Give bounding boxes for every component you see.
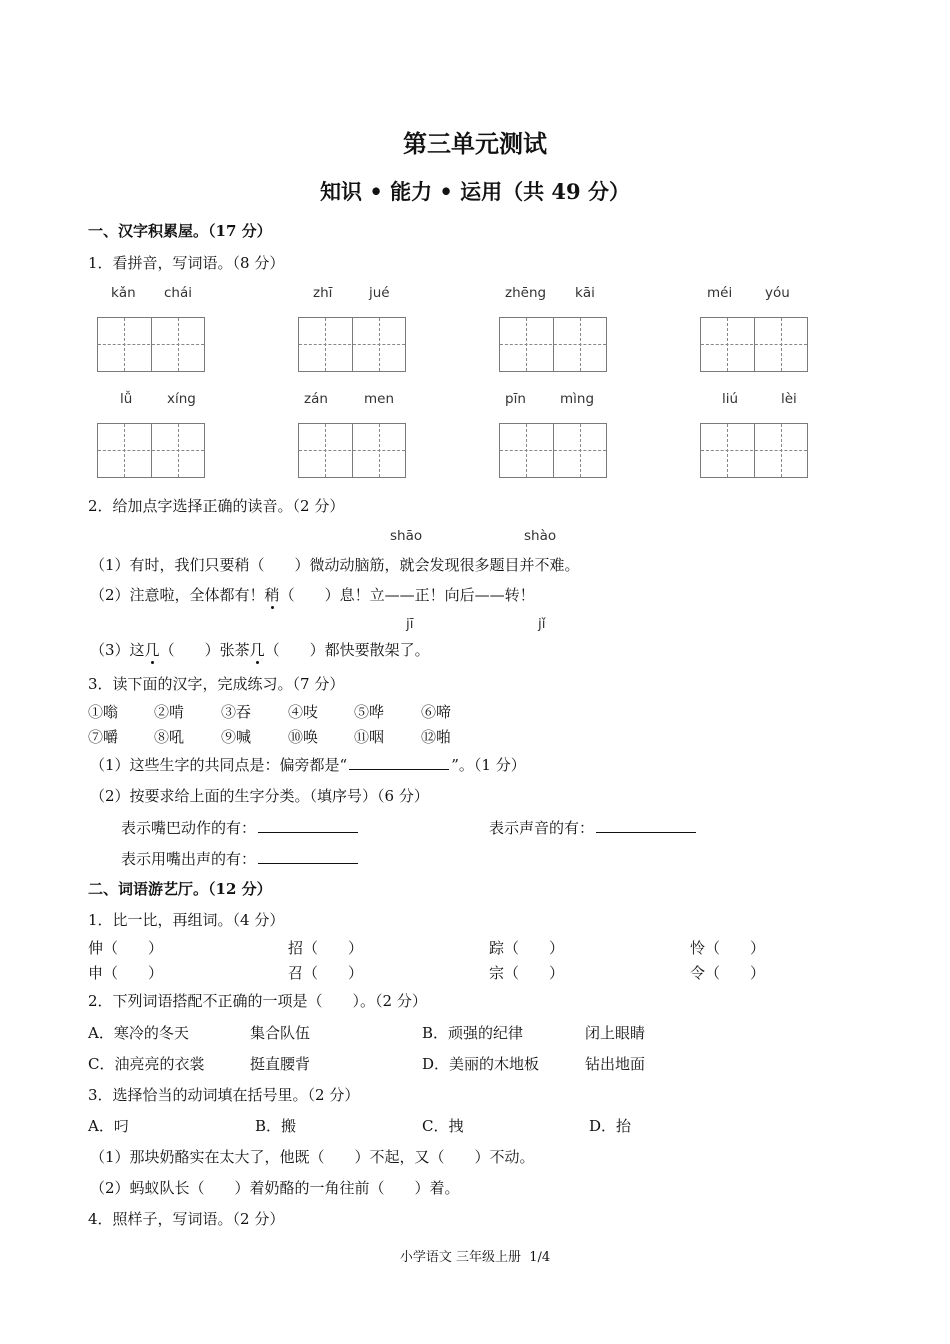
q2-sentence-3 (90, 639, 430, 660)
compare-item: 招（ ） (288, 939, 364, 957)
compare-item: 召（ ） (288, 964, 364, 982)
pinyin: kāi (575, 285, 595, 301)
s2-q3-sentence-2: （2）蚂蚁队长（ ）着奶酪的一角往前（ ）着。 (90, 1179, 460, 1197)
writing-grid[interactable] (499, 317, 607, 372)
pinyin: men (364, 391, 395, 407)
pinyin: liú (722, 391, 739, 407)
compare-item: 申（ ） (88, 964, 164, 982)
char-item: ⑦嚼 (88, 728, 119, 746)
char-item: ⑨喊 (221, 728, 252, 746)
category-label: 表示声音的有： (489, 819, 595, 837)
page-number: 1/4 (529, 1250, 551, 1265)
q2-s2-part-b: （ ）息！立——正！向后——转！ (279, 586, 535, 604)
s2-q4-label: 4．照样子，写词语。（2 分） (88, 1210, 285, 1228)
page-subtitle: 知识 • 能力 • 运用（共 49 分） (320, 179, 630, 204)
verb-option[interactable]: C．拽 (422, 1117, 464, 1135)
option-c-phrase: 挺直腰背 (250, 1055, 311, 1073)
option-c[interactable]: C．油亮亮的衣裳 (88, 1055, 205, 1073)
writing-grid[interactable] (97, 317, 205, 372)
dotted-char: 几 (249, 641, 265, 659)
answer-blank[interactable] (596, 818, 696, 833)
q3-part-1 (90, 754, 526, 775)
pinyin: chái (164, 285, 193, 301)
char-item: ⑪咽 (354, 728, 385, 746)
s2-q3-label: 3．选择恰当的动词填在括号里。（2 分） (88, 1086, 360, 1104)
pinyin-option: shào (524, 528, 557, 544)
answer-blank[interactable] (258, 818, 358, 833)
q2-s3-part-c: （ ）都快要散架了。 (264, 641, 430, 659)
s2-q2-label: 2．下列词语搭配不正确的一项是（ ）。（2 分） (88, 992, 427, 1010)
pinyin: zhī (313, 285, 333, 301)
q2-sentence-2 (90, 584, 535, 605)
writing-grid[interactable] (298, 423, 406, 478)
pinyin: xíng (167, 391, 196, 407)
pinyin: kǎn (111, 285, 136, 301)
pinyin: méi (707, 285, 733, 301)
page-title: 第三单元测试 (403, 129, 547, 158)
q2-label: 2．给加点字选择正确的读音。（2 分） (88, 497, 345, 515)
dotted-char: 稍 (264, 586, 280, 604)
q3-p1-suffix: ”。（1 分） (451, 756, 526, 774)
section-1-heading: 一、汉字积累屋。（17 分） (88, 222, 272, 240)
pinyin: jué (369, 285, 390, 301)
q2-sentence-1: （1）有时，我们只要稍（ ）微动动脑筋，就会发现很多题目并不难。 (90, 556, 580, 574)
q2-s3-part-b: （ ）张茶 (159, 641, 250, 659)
char-item: ⑩唤 (288, 728, 319, 746)
writing-grid[interactable] (97, 423, 205, 478)
char-item: ②啃 (154, 703, 185, 721)
dotted-char: 几 (144, 641, 160, 659)
s2-q3-sentence-1: （1）那块奶酪实在太大了，他既（ ）不起，又（ ）不动。 (90, 1148, 535, 1166)
writing-grid[interactable] (700, 423, 808, 478)
char-item: ⑤哗 (354, 703, 385, 721)
q1-label: 1．看拼音，写词语。（8 分） (88, 254, 285, 272)
pinyin-option: jī (406, 616, 414, 632)
verb-option[interactable]: B．搬 (255, 1117, 297, 1135)
category-mouth-action (121, 817, 360, 838)
option-d[interactable]: D．美丽的木地板 (422, 1055, 540, 1073)
category-label: 表示嘴巴动作的有： (121, 819, 257, 837)
compare-item: 宗（ ） (489, 964, 565, 982)
writing-grid[interactable] (298, 317, 406, 372)
q2-s3-part-a: （3）这 (90, 641, 145, 659)
compare-item: 踪（ ） (489, 939, 565, 957)
section-2-heading: 二、词语游艺厅。（12 分） (88, 880, 272, 898)
q2-s2-part-a: （2）注意啦，全体都有！ (90, 586, 265, 604)
pinyin: lǚ (120, 391, 133, 407)
option-d-phrase: 钻出地面 (585, 1055, 646, 1073)
q3-p1-text: （1）这些生字的共同点是：偏旁都是“ (90, 756, 348, 774)
writing-grid[interactable] (499, 423, 607, 478)
pinyin-option: jǐ (538, 616, 546, 632)
pinyin-option: shāo (390, 528, 423, 544)
compare-item: 伸（ ） (88, 939, 164, 957)
pinyin: yóu (765, 285, 790, 301)
char-item: ③吞 (221, 703, 252, 721)
char-item: ①嗡 (88, 703, 119, 721)
s2-q1-label: 1．比一比，再组词。（4 分） (88, 911, 285, 929)
q3-part-2: （2）按要求给上面的生字分类。（填序号）（6 分） (90, 787, 429, 805)
category-mouth-sound (121, 848, 360, 869)
category-sound (489, 817, 698, 838)
answer-blank[interactable] (349, 755, 449, 770)
compare-item: 令（ ） (690, 964, 766, 982)
verb-option[interactable]: A．叼 (88, 1117, 129, 1135)
option-b-phrase: 闭上眼睛 (585, 1024, 646, 1042)
option-a[interactable]: A．寒冷的冬天 (88, 1024, 189, 1042)
char-item: ⑥啼 (421, 703, 452, 721)
writing-grid[interactable] (700, 317, 808, 372)
category-label: 表示用嘴出声的有： (121, 850, 257, 868)
verb-option[interactable]: D．抬 (589, 1117, 632, 1135)
page-footer (0, 1246, 950, 1265)
pinyin: zhēng (505, 285, 547, 301)
option-a-phrase: 集合队伍 (250, 1024, 311, 1042)
char-item: ⑫啪 (421, 728, 452, 746)
q3-label: 3．读下面的汉字，完成练习。（7 分） (88, 675, 345, 693)
pinyin: zán (304, 391, 328, 407)
char-item: ④吱 (288, 703, 319, 721)
pinyin: lèi (781, 391, 797, 407)
footer-text: 小学语文 三年级上册 (399, 1250, 521, 1265)
pinyin: mìng (560, 391, 595, 407)
pinyin: pīn (505, 391, 526, 407)
answer-blank[interactable] (258, 849, 358, 864)
option-b[interactable]: B．顽强的纪律 (422, 1024, 524, 1042)
char-item: ⑧吼 (154, 728, 185, 746)
compare-item: 怜（ ） (690, 939, 766, 957)
